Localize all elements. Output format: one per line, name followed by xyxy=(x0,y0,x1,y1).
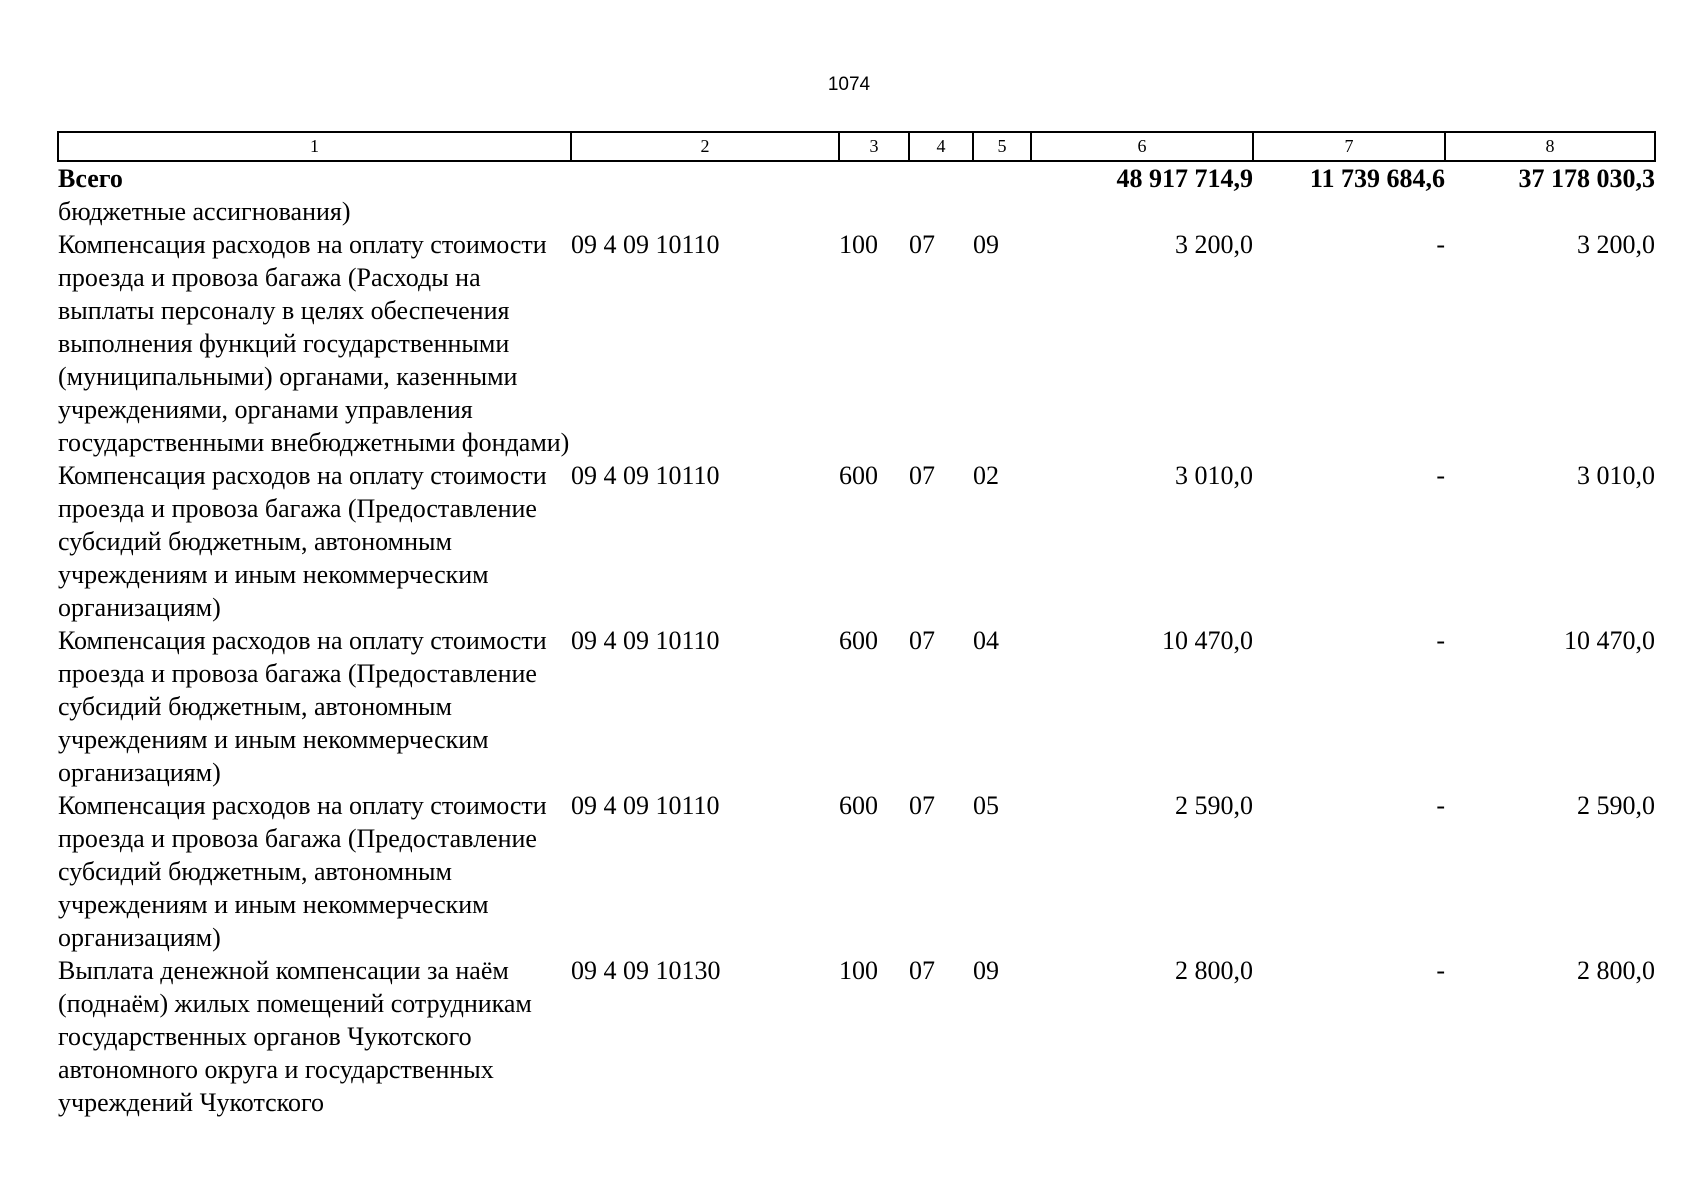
total-col8: 37 178 030,3 xyxy=(1518,164,1655,193)
row-col5: 09 xyxy=(973,230,999,259)
row-name: Компенсация расходов на оплату стоимости проезда и провоза багажа (Предоставление субсидий бюджетным, автономным учреждениям и иным некоммерческим организациям) xyxy=(58,791,547,952)
row-col8: 2 800,0 xyxy=(1577,956,1655,985)
row-col6: 10 470,0 xyxy=(1162,626,1253,655)
row-col5: 05 xyxy=(973,791,999,820)
row-col5: 02 xyxy=(973,461,999,490)
row-col8: 3 200,0 xyxy=(1577,230,1655,259)
row-name: Компенсация расходов на оплату стоимости проезда и провоза багажа (Предоставление субсидий бюджетным, автономным учреждениям и иным некоммерческим организациям) xyxy=(58,461,547,622)
row-name: Компенсация расходов на оплату стоимости проезда и провоза багажа (Расходы на выплаты персоналу в целях обеспечения выполнения функций государственными (муниципальными) органами, казенными учреждениями, органами управления государственными внебюджетными фондами) xyxy=(58,230,570,457)
row-col4: 07 xyxy=(909,230,935,259)
continuation-text: бюджетные ассигнования) xyxy=(58,197,351,226)
row-col3: 100 xyxy=(839,956,878,985)
row-code: 09 4 09 10110 xyxy=(571,626,720,655)
row-col7: - xyxy=(1436,626,1445,655)
row-col4: 07 xyxy=(909,461,935,490)
row-col3: 600 xyxy=(839,461,878,490)
row-col4: 07 xyxy=(909,956,935,985)
total-label: Всего xyxy=(58,164,123,193)
page-number: 1074 xyxy=(827,74,871,95)
row-name: Выплата денежной компенсации за наём (поднаём) жилых помещений сотрудникам государственных органов Чукотского автономного округа и государственных учреждений Чукотского xyxy=(58,956,532,1117)
row-col5: 09 xyxy=(973,956,999,985)
row-col3: 600 xyxy=(839,791,878,820)
continuation-row xyxy=(58,195,1655,228)
row-col7: - xyxy=(1436,230,1445,259)
col-header-4: 4 xyxy=(909,132,973,161)
table-row xyxy=(58,459,1655,624)
table-row xyxy=(58,624,1655,789)
col-header-2: 2 xyxy=(571,132,839,161)
row-code: 09 4 09 10110 xyxy=(571,230,720,259)
row-col3: 600 xyxy=(839,626,878,655)
row-col7: - xyxy=(1436,791,1445,820)
col-header-3: 3 xyxy=(839,132,909,161)
table-row xyxy=(58,789,1655,954)
col-header-1: 1 xyxy=(58,132,571,161)
col-header-8: 8 xyxy=(1445,132,1655,161)
row-col6: 2 590,0 xyxy=(1175,791,1253,820)
row-col7: - xyxy=(1436,956,1445,985)
total-col7: 11 739 684,6 xyxy=(1309,164,1445,193)
row-code: 09 4 09 10110 xyxy=(571,791,720,820)
col-header-5: 5 xyxy=(973,132,1031,161)
row-col7: - xyxy=(1436,461,1445,490)
row-col8: 10 470,0 xyxy=(1564,626,1655,655)
column-number-header xyxy=(58,132,1655,161)
col-header-6: 6 xyxy=(1031,132,1253,161)
row-col8: 2 590,0 xyxy=(1577,791,1655,820)
row-name: Компенсация расходов на оплату стоимости проезда и провоза багажа (Предоставление субсидий бюджетным, автономным учреждениям и иным некоммерческим организациям) xyxy=(58,626,547,787)
budget-table xyxy=(57,131,1656,1119)
table-row xyxy=(58,228,1655,459)
row-code: 09 4 09 10110 xyxy=(571,461,720,490)
row-col4: 07 xyxy=(909,626,935,655)
col-header-7: 7 xyxy=(1253,132,1445,161)
row-col4: 07 xyxy=(909,791,935,820)
row-col5: 04 xyxy=(973,626,999,655)
total-row xyxy=(58,161,1655,195)
row-col6: 3 200,0 xyxy=(1175,230,1253,259)
row-col6: 2 800,0 xyxy=(1175,956,1253,985)
row-col8: 3 010,0 xyxy=(1577,461,1655,490)
row-code: 09 4 09 10130 xyxy=(571,956,721,985)
table-row xyxy=(58,954,1655,1119)
row-col6: 3 010,0 xyxy=(1175,461,1253,490)
row-col3: 100 xyxy=(839,230,878,259)
total-col6: 48 917 714,9 xyxy=(1116,164,1253,193)
